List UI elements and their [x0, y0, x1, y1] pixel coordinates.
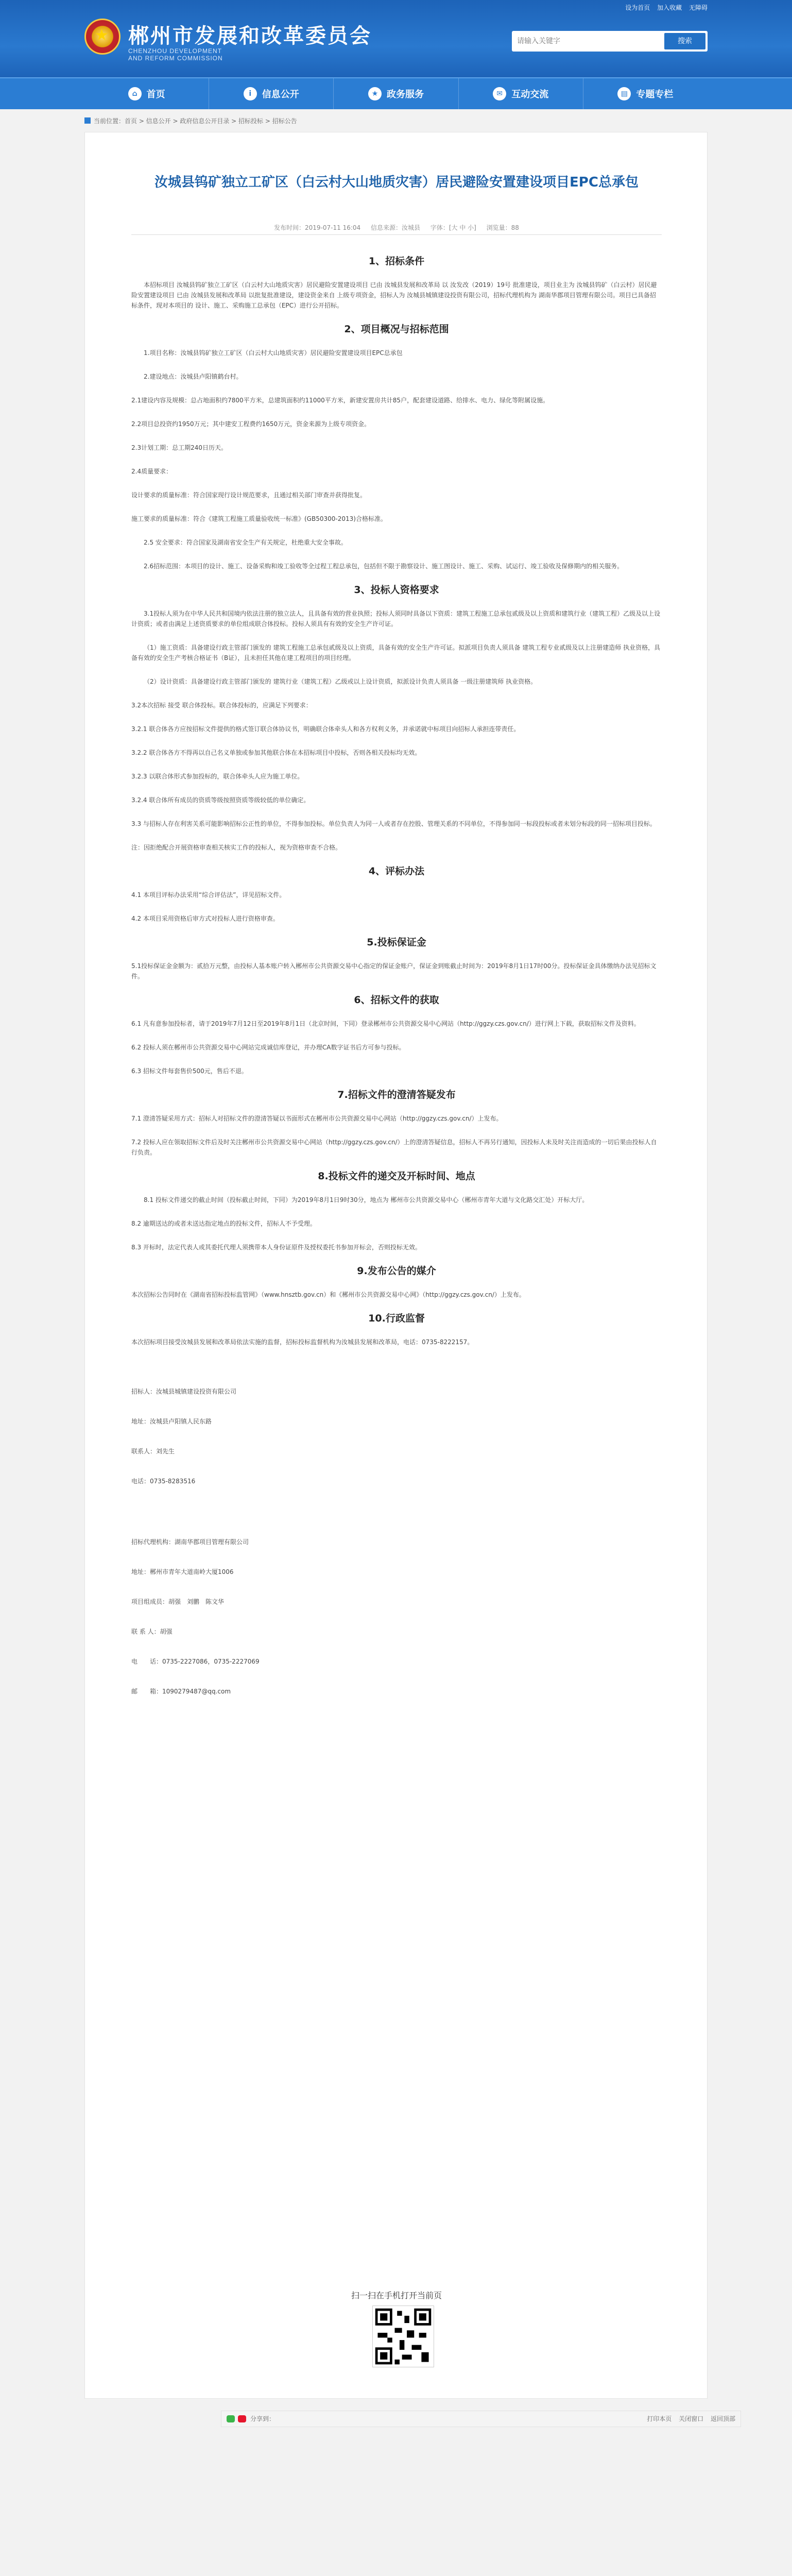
paragraph: 2.1建设内容及规模：总占地面积约7800平方米，总建筑面积约11000平方米，新建安置房共计85户，配套建设道路、给排水、电力、绿化等附属设施。: [131, 397, 549, 404]
paragraph: 2.4质量要求：: [131, 468, 173, 475]
national-emblem-icon: ★: [84, 19, 120, 55]
weibo-share-icon[interactable]: [238, 2415, 246, 2422]
paragraph: 3.1投标人须为在中华人民共和国境内依法注册的独立法人，且具备有效的营业执照；投标人须同时具备以下资质：建筑工程施工总承包贰级及以上资质和建筑行业（建筑工程）乙级及以上设计资质；或者由满足上述资质要求的单位组成联合体投标。投标人须具有有效的安全生产许可证。: [131, 610, 661, 628]
paragraph: 2.3计划工期：总工期240日历天。: [131, 444, 227, 451]
site-name: 郴州市发展和改革委员会: [128, 24, 372, 48]
paragraph: 2.6招标范围：本项目的设计、施工、设备采购和竣工验收等全过程工程总承包，包括但不限于勘察设计、施工图设计、施工、采购、试运行、竣工验收及保修期内的相关服务。: [144, 563, 624, 570]
chat-icon: ✉: [493, 87, 506, 100]
nav-item-service[interactable]: ★ 政务服务: [334, 78, 458, 109]
paragraph: 2.建设地点：汝城县卢阳镇鹤台村。: [144, 373, 243, 380]
paragraph: 6.3 招标文件每套售价500元，售后不退。: [131, 1067, 248, 1075]
paragraph: 注：因拒绝配合开展资格审查相关核实工作的投标人，视为资格审查不合格。: [131, 844, 342, 851]
print-button[interactable]: 打印本页: [647, 2415, 672, 2422]
search-box: [512, 31, 708, 52]
paragraph: 3.2.1 联合体各方应按招标文件提供的格式签订联合体协议书，明确联合体牵头人和各方权利义务，并承诺就中标项目向招标人承担连带责任。: [131, 725, 520, 733]
nav-item-info[interactable]: i 信息公开: [209, 78, 334, 109]
article-title: 汝城县钨矿独立工矿区（白云村大山地质灾害）居民避险安置建设项目EPC总承包: [154, 175, 639, 190]
info-source: 信息来源：汝城县: [371, 224, 421, 231]
section-heading: 8.投标文件的递交及开标时间、地点: [318, 1171, 475, 1182]
toplink-homepage[interactable]: 设为首页: [625, 4, 650, 11]
section-heading: 1、招标条件: [368, 256, 425, 267]
paragraph: 设计要求的质量标准：符合国家现行设计规范要求，且通过相关部门审查并获得批复。: [131, 492, 367, 499]
section-heading: 10.行政监督: [368, 1313, 425, 1324]
article-meta: [152, 223, 641, 232]
site-english-name: CHENZHOU DEVELOPMENT AND REFORM COMMISSION: [128, 47, 223, 62]
paragraph: 2.2项目总投资约1950万元；其中建安工程费约1650万元，资金来源为上级专项资金。: [131, 420, 371, 428]
section-heading: 4、评标办法: [368, 866, 425, 877]
paragraph: 6.1 凡有意参加投标者，请于2019年7月12日至2019年8月1日（北京时间，下同）登录郴州市公共资源交易中心网站（http://ggzy.czs.gov.cn/）进行网上下载，获取招标文件及资料。: [131, 1020, 640, 1027]
paragraph: 1.项目名称：汝城县钨矿独立工矿区（白云村大山地质灾害）居民避险安置建设项目EPC总承包: [144, 349, 403, 357]
article-panel: [84, 132, 735, 2422]
article-body: [131, 249, 662, 1716]
agent-email: 邮 箱：1090279487@qq.com: [131, 1688, 231, 1695]
search-input[interactable]: [517, 35, 651, 47]
top-links: [620, 3, 708, 12]
share-label: 分享到：: [250, 2415, 276, 2422]
paragraph: 2.5 安全要求：符合国家及湖南省安全生产有关规定，杜绝重大安全事故。: [144, 539, 347, 546]
toplink-accessibility[interactable]: 无障碍: [688, 4, 708, 11]
section-heading: 9.发布公告的媒介: [357, 1265, 436, 1277]
breadcrumb: 当前位置：首页 > 信息公开 > 政府信息公开目录 > 招标投标 > 招标公告: [84, 114, 708, 128]
publish-date: 发布时间：2019-07-11 16:04: [274, 224, 361, 231]
agent-name: 招标代理机构：湖南华郡项目管理有限公司: [131, 1538, 249, 1546]
tenderer-address: 地址：汝城县卢阳镇人民东路: [131, 1418, 212, 1425]
paragraph: 本次招标项目接受汝城县发展和改革局依法实施的监督，招标投标监督机构为汝城县发展和改革局，电话：0735-8222157。: [131, 1338, 474, 1346]
nav-item-home[interactable]: ⌂ 首页: [84, 78, 209, 109]
nav-item-interaction[interactable]: ✉ 互动交流: [459, 78, 583, 109]
paragraph: 8.2 逾期送达的或者未送达指定地点的投标文件，招标人不予受理。: [131, 1220, 316, 1227]
paragraph: 3.2.2 联合体各方不得再以自己名义单独或参加其他联合体在本招标项目中投标，否则各相关投标均无效。: [131, 749, 421, 756]
agent-phone: 电 话：0735-2227086，0735-2227069: [131, 1658, 260, 1665]
paragraph: 本招标项目 汝城县钨矿独立工矿区（白云村大山地质灾害）居民避险安置建设项目 已由 汝城县发展和改革局 以 汝发改（2019）19号 批准建设，项目业主为 汝城县钨矿（白云村）居民避险安置建设项目 已由 汝城县发展和改革局 以批复批准建设，建设资金来自 上级专项资金，招标人为 汝城县城镇建设投资有限公司，招标代理机构为 湖南华郡项目管理有限公司。项目已具备招标条件，现对本项目的 设计、施工、采购施工总承包（EPC）进行公开招标。: [131, 281, 657, 309]
search-button[interactable]: 搜索: [664, 33, 705, 49]
paragraph: 4.2 本项目采用资格后审方式对投标人进行资格审查。: [131, 915, 279, 922]
paragraph: 施工要求的质量标准：符合《建筑工程施工质量验收统一标准》(GB50300-2013)合格标准。: [131, 515, 387, 522]
view-count: 浏览量：88: [486, 224, 519, 231]
agent-staff: 项目组成员：胡强 刘鹏 陈文华: [131, 1598, 225, 1605]
home-icon: ⌂: [128, 87, 142, 100]
site-header: [0, 0, 792, 77]
wechat-share-icon[interactable]: [227, 2415, 235, 2422]
paragraph: 6.2 投标人须在郴州市公共资源交易中心网站完成诚信库登记，并办理CA数字证书后方可参与投标。: [131, 1044, 405, 1051]
paragraph: 本次招标公告同时在《湖南省招标投标监管网》（www.hnsztb.gov.cn）和《郴州市公共资源交易中心网》（http://ggzy.czs.gov.cn/）上发布。: [131, 1291, 525, 1298]
section-heading: 2、项目概况与招标范围: [344, 324, 449, 335]
paragraph: 7.2 投标人应在领取招标文件后及时关注郴州市公共资源交易中心网站（http://ggzy.czs.gov.cn/）上的澄清答疑信息，招标人不再另行通知，因投标人未及时关注而造成的一切后果由投标人自行负责。: [131, 1139, 657, 1156]
section-heading: 7.招标文件的澄清答疑发布: [337, 1089, 456, 1100]
paragraph: 3.2本次招标 接受 联合体投标。联合体投标的，应满足下列要求：: [131, 702, 312, 709]
agent-address: 地址：郴州市青年大道南岭大厦1006: [131, 1568, 234, 1575]
font-size-switch[interactable]: 字体：[大 中 小]: [430, 224, 476, 231]
tenderer-phone: 电话：0735-8283516: [131, 1478, 196, 1485]
paragraph: （1）施工资质：具备建设行政主管部门颁发的 建筑工程施工总承包贰级及以上资质，具备有效的安全生产许可证。拟派项目负责人须具备 建筑工程专业贰级及以上注册建造师 执业资格，具备有效的安全生产考核合格证书（B证），且未担任其他在建工程项目的项目经理。: [131, 644, 661, 662]
location-icon: [84, 117, 91, 124]
agent-contact: 联 系 人：胡强: [131, 1628, 173, 1635]
paragraph: 3.3 与招标人存在利害关系可能影响招标公正性的单位，不得参加投标。单位负责人为同一人或者存在控股、管理关系的不同单位，不得参加同一标段投标或者未划分标段的同一招标项目投标。: [131, 820, 656, 827]
paragraph: 4.1 本项目评标办法采用“综合评估法”，详见招标文件。: [131, 891, 286, 899]
service-icon: ★: [368, 87, 382, 100]
tenderer-contact: 联系人：刘先生: [131, 1448, 175, 1455]
nav-item-column[interactable]: ▤ 专题专栏: [583, 78, 708, 109]
section-heading: 6、招标文件的获取: [354, 994, 439, 1006]
share-bar: [221, 2411, 741, 2427]
paragraph: 5.1投标保证金金额为：贰拾万元整，由投标人基本账户转入郴州市公共资源交易中心指定的保证金账户，保证金到账截止时间为：2019年8月1日17时00分。投标保证金具体缴纳办法见招标文件。: [131, 962, 657, 980]
qr-title: 扫一扫在手机打开当前页: [351, 2291, 442, 2300]
section-heading: 5.投标保证金: [367, 937, 426, 948]
close-window-button[interactable]: 关闭窗口: [679, 2415, 704, 2422]
paragraph: 8.1 投标文件递交的截止时间（投标截止时间，下同）为2019年8月1日9时30分，地点为 郴州市公共资源交易中心（郴州市青年大道与文化路交汇处）开标大厅。: [144, 1196, 589, 1204]
tenderer-name: 招标人：汝城县城镇建设投资有限公司: [131, 1388, 237, 1395]
page-qr-code: [372, 2306, 434, 2367]
toplink-favorite[interactable]: 加入收藏: [657, 4, 682, 11]
title-divider: [131, 234, 662, 235]
paragraph: 7.1 澄清答疑采用方式：招标人对招标文件的澄清答疑以书面形式在郴州市公共资源交易中心网站（http://ggzy.czs.gov.cn/）上发布。: [131, 1115, 503, 1122]
column-icon: ▤: [617, 87, 631, 100]
paragraph: 8.3 开标时，法定代表人或其委托代理人须携带本人身份证原件及授权委托书参加开标会，否则投标无效。: [131, 1244, 421, 1251]
main-nav: [0, 77, 792, 109]
info-icon: i: [244, 87, 257, 100]
back-to-top-button[interactable]: 返回顶部: [710, 2415, 735, 2422]
section-heading: 3、投标人资格要求: [354, 584, 439, 596]
paragraph: （2）设计资质：具备建设行政主管部门颁发的 建筑行业（建筑工程）乙级或以上设计资质，拟派设计负责人须具备 一级注册建筑师 执业资格。: [144, 678, 537, 685]
paragraph: 3.2.4 联合体所有成员的资质等级按照资质等级较低的单位确定。: [131, 796, 310, 804]
paragraph: 3.2.3 以联合体形式参加投标的，联合体牵头人应为施工单位。: [131, 773, 304, 780]
